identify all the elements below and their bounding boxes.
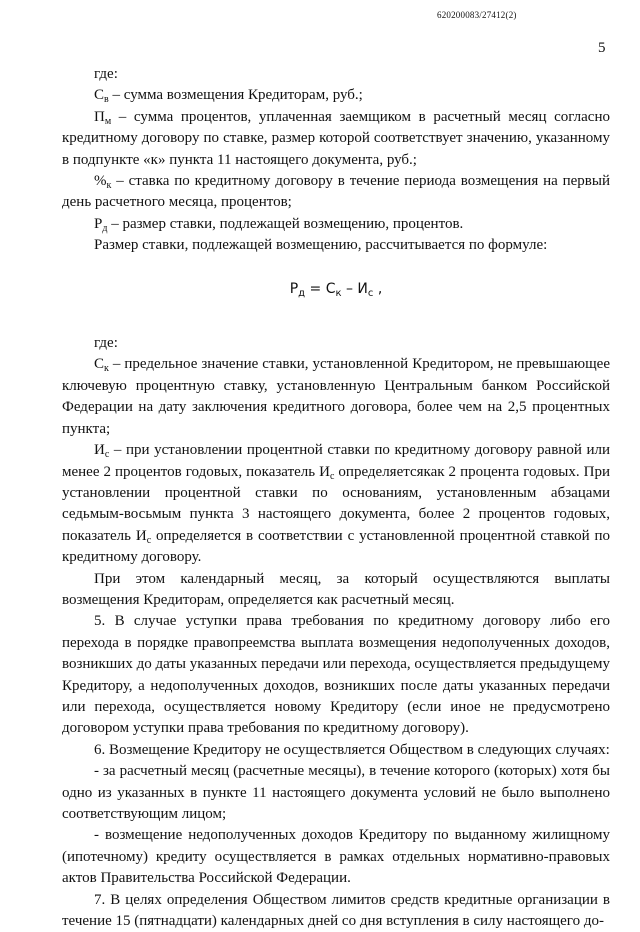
formula: $Р_д = С_к - И_с$ , <box>289 280 383 299</box>
formula-intro: Размер ставки, подлежащей возмещению, рассчитывается по формуле: <box>94 237 548 254</box>
document-body <box>62 64 610 932</box>
paragraph-6-item-a: - за расчетный месяц (расчетные месяцы), в течение которого (которых) хотя бы одно из указанных в пункте 11 настоящего документа условий не было выполнено соответствующим лицом; <box>62 763 610 822</box>
def-pm: $П_м$ – сумма процентов, уплаченная заемщиком в расчетный месяц согласно кредитному договору по ставке, размер которой соответствует значению, указанному в подпункте «к» пункта 11 настоящего документа, руб.; <box>62 108 610 168</box>
def-cv: $С_в$ – сумма возмещения Кредиторам, руб.; <box>94 87 363 106</box>
def-pk: $\%_к$ – ставка по кредитному договору в течение периода возмещения на первый день расчетного месяца, процентов; <box>62 173 610 211</box>
where-label-1: где: <box>94 66 118 82</box>
paragraph-7: 7. В целях определения Обществом лимитов средств кредитные организации в течение 15 (пятнадцати) календарных дней со дня вступления в силу настоящего до- <box>62 891 610 930</box>
paragraph-6: 6. Возмещение Кредитору не осуществляется Обществом в следующих случаях: <box>94 741 610 758</box>
paragraph-5: 5. В случае уступки права требования по кредитному договору либо его перехода в порядке правопреемства выплата возмещения недополученных доходов, возникших до даты указанных передачи или перехода, осуществляется предыдущему Кредитору, а недополученных доходов, возникших после даты указанных передачи или перехода, осуществляется новому Кредитору (если иное не предусмотрено договором уступки права требования по кредитному договору). <box>62 613 610 737</box>
def-rd: $Р_д$ – размер ставки, подлежащей возмещению, процентов. <box>94 215 464 234</box>
page-number: 5 <box>598 40 606 56</box>
where-label-2: где: <box>94 335 118 352</box>
def-ck: $С_к$ – предельное значение ставки, установленной Кредитором, не превышающее ключевую процентную ставку, установленную Центральным банком Российской Федерации на дату заключения кредитного договора, более чем на 2,5 процентных пункта; <box>62 356 610 437</box>
paragraph-6-item-b: - возмещение недополученных доходов Кредитору по выданному жилищному (ипотечному) кредиту осуществляется в рамках отдельных нормативно-правовых актов Правительства Российской Федерации. <box>62 827 610 887</box>
def-ic: $И_с$ – при установлении процентной ставки по кредитному договору равной или менее 2 процентов годовых, показатель $И_с$ определяетсякак 2 процента годовых. При установлении процентной ставки по основаниям, установленным абзацами седьмым-восьмым пункта 3 настоящего документа, более 2 процентов годовых, показатель $И_с$ определяется в соответствии с установленной процентной ставкой по кредитному договору. <box>62 442 610 566</box>
document-code: 620200083/27412(2) <box>437 10 517 20</box>
calc-month-paragraph: При этом календарный месяц, за который осуществляются выплаты возмещения Кредиторам, определяется как расчетный месяц. <box>62 570 610 608</box>
